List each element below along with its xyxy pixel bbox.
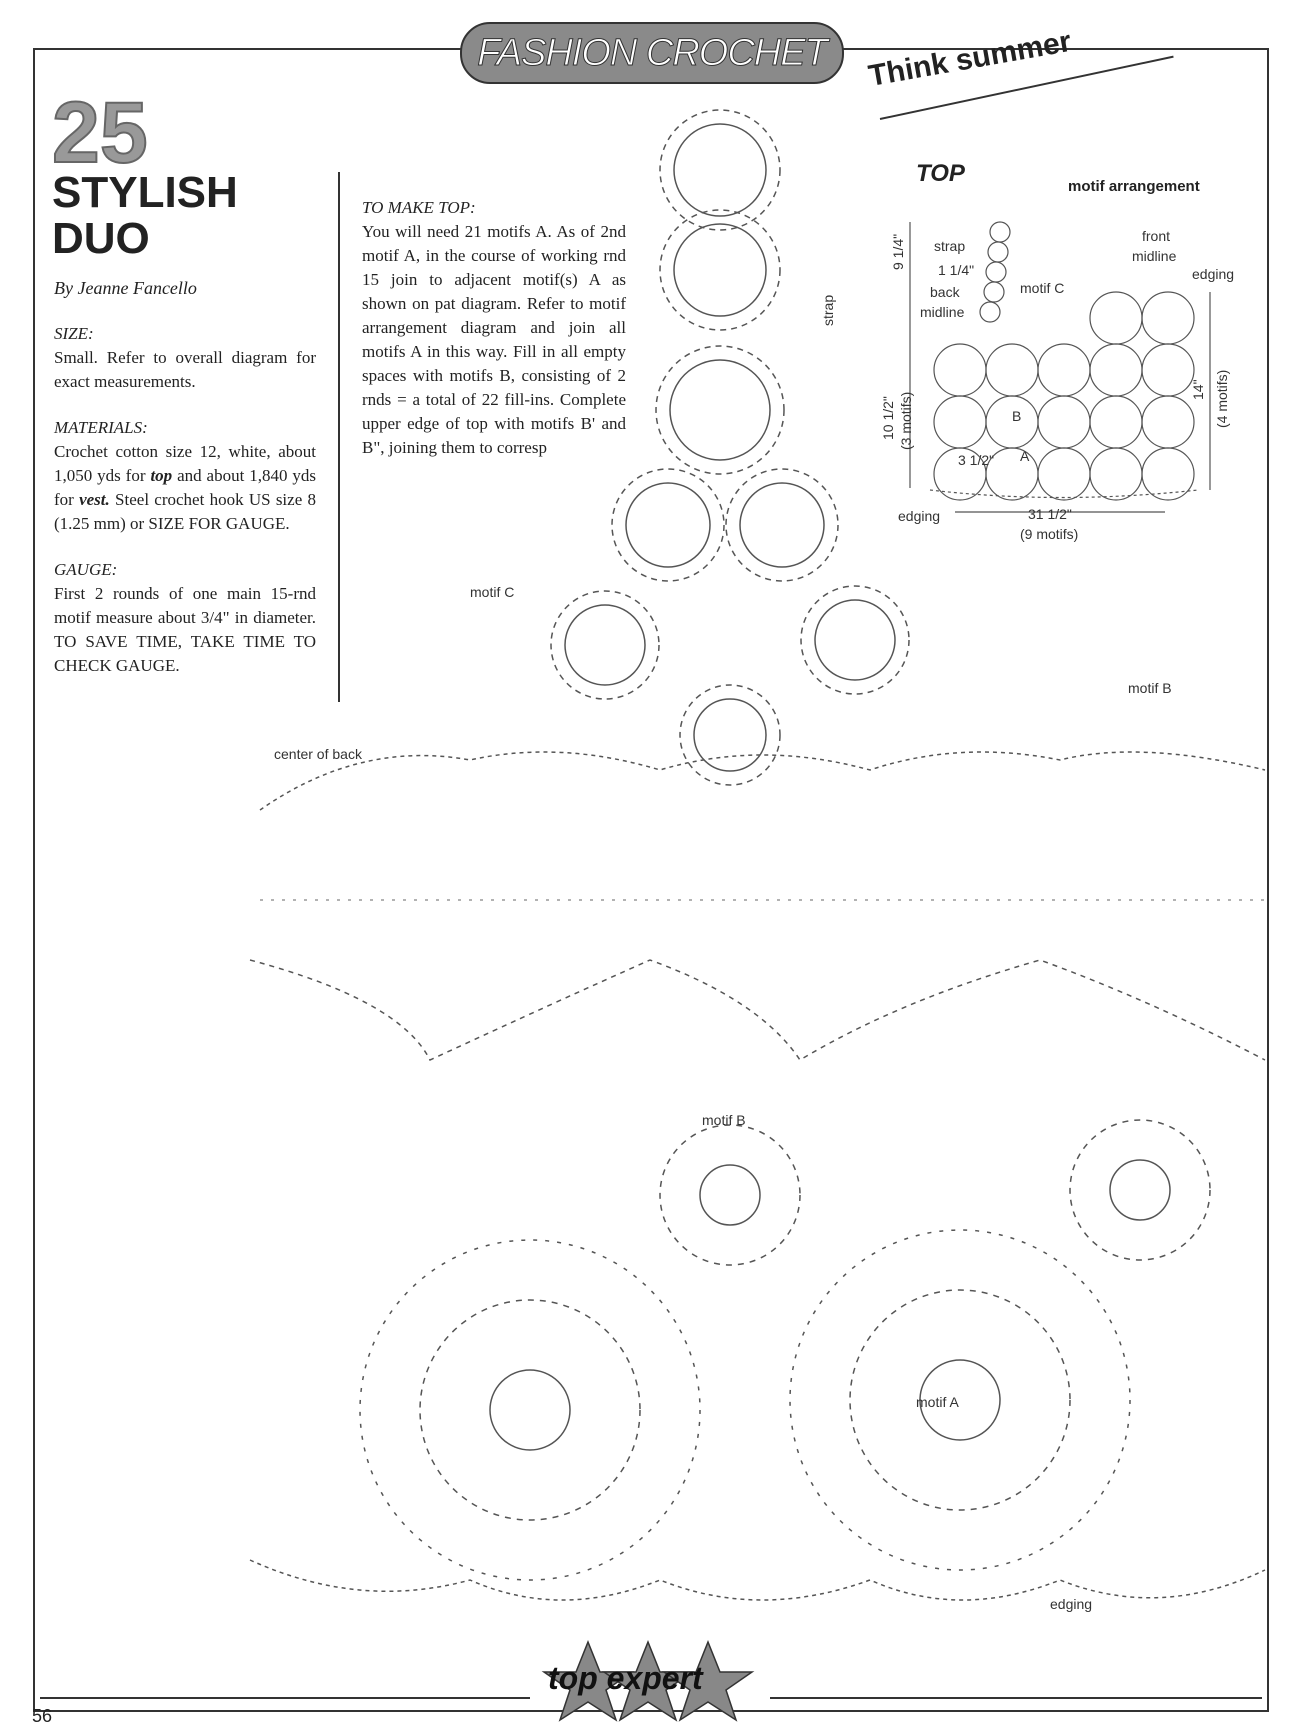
arr-height-right: 14" (1190, 379, 1206, 400)
title-line-2: DUO (52, 214, 150, 263)
chart-motif-b-mid-label: motif B (702, 1112, 746, 1128)
arr-letter-b: B (1012, 408, 1022, 424)
title-line-1: STYLISH (52, 168, 238, 217)
arr-width-motifs: (9 motifs) (1020, 526, 1079, 542)
arr-midline-label: midline (920, 304, 965, 320)
tagline: Think summer (866, 24, 1074, 94)
gauge-heading: GAUGE: (54, 560, 118, 579)
page-number: 56 (32, 1706, 53, 1726)
arr-strap-width: 1 1/4" (938, 262, 975, 278)
arrangement-title: TOP (916, 160, 965, 187)
materials-vest: vest. (79, 490, 110, 509)
arr-edging-bottom: edging (898, 508, 941, 524)
materials-part-2: and about 1,840 yds for (54, 466, 317, 509)
arr-edging-right: edging (1192, 266, 1235, 282)
arr-width: 31 1/2" (1028, 506, 1072, 522)
byline: By Jeanne Fancello (54, 278, 197, 298)
arr-height-left-motifs: (3 motifs) (898, 391, 914, 450)
banner-text: FASHION CROCHET (477, 31, 827, 74)
chart-edging-label: edging (1050, 1596, 1093, 1612)
materials-top: top (150, 466, 173, 485)
arr-motif-c: motif C (1020, 280, 1065, 296)
size-heading: SIZE: (54, 324, 94, 343)
chart-strap-label: strap (820, 294, 836, 326)
arr-strap-label: strap (934, 238, 966, 254)
arr-circle-size: 3 1/2" (958, 452, 995, 468)
arrangement-subtitle: motif arrangement (1068, 178, 1200, 195)
arr-height-strap: 9 1/4" (890, 233, 906, 270)
make-top-text: You will need 21 motifs A. As of 2nd motif A, in the course of working rnd 15 join to adjacent motif(s) A as shown on pat diagram. Refer to motif arrangement diagram and join all motifs A in this way. Fill in all empty spaces with motifs B, consisting of 2 rnds = a total of 22 fill-ins. Complete upper edge of top with motifs B' and B", joining them to corresp (362, 222, 626, 457)
arr-front-midline: midline (1132, 248, 1177, 264)
materials-heading: MATERIALS: (54, 418, 148, 437)
arr-height-right-motifs: (4 motifs) (1214, 369, 1230, 428)
materials-part-1: Crochet cotton size 12, white, about 1,050 yds for (54, 442, 316, 485)
chart-motif-b-top-label: motif B (1128, 680, 1172, 696)
publisher-logo: top expert (548, 1660, 703, 1696)
chart-center-back-label: center of back (274, 746, 362, 762)
make-top-heading: TO MAKE TOP: (362, 198, 476, 217)
arr-back-label: back (930, 284, 960, 300)
gauge-text: First 2 rounds of one main 15-rnd motif measure about 3/4" in diameter. TO SAVE TIME, TAKE TIME TO CHECK GAUGE. (54, 584, 316, 675)
pattern-number: 25 (52, 85, 148, 181)
chart-motif-c-label: motif C (470, 584, 515, 600)
materials-part-3: Steel crochet hook US size 8 (1.25 mm) or SIZE FOR GAUGE. (54, 490, 317, 533)
arr-height-left: 10 1/2" (880, 396, 896, 440)
arr-front-label: front (1142, 228, 1171, 244)
arr-letter-a: A (1020, 448, 1030, 464)
chart-motif-a-label: motif A (916, 1394, 959, 1410)
size-text: Small. Refer to overall diagram for exact measurements. (54, 348, 316, 391)
